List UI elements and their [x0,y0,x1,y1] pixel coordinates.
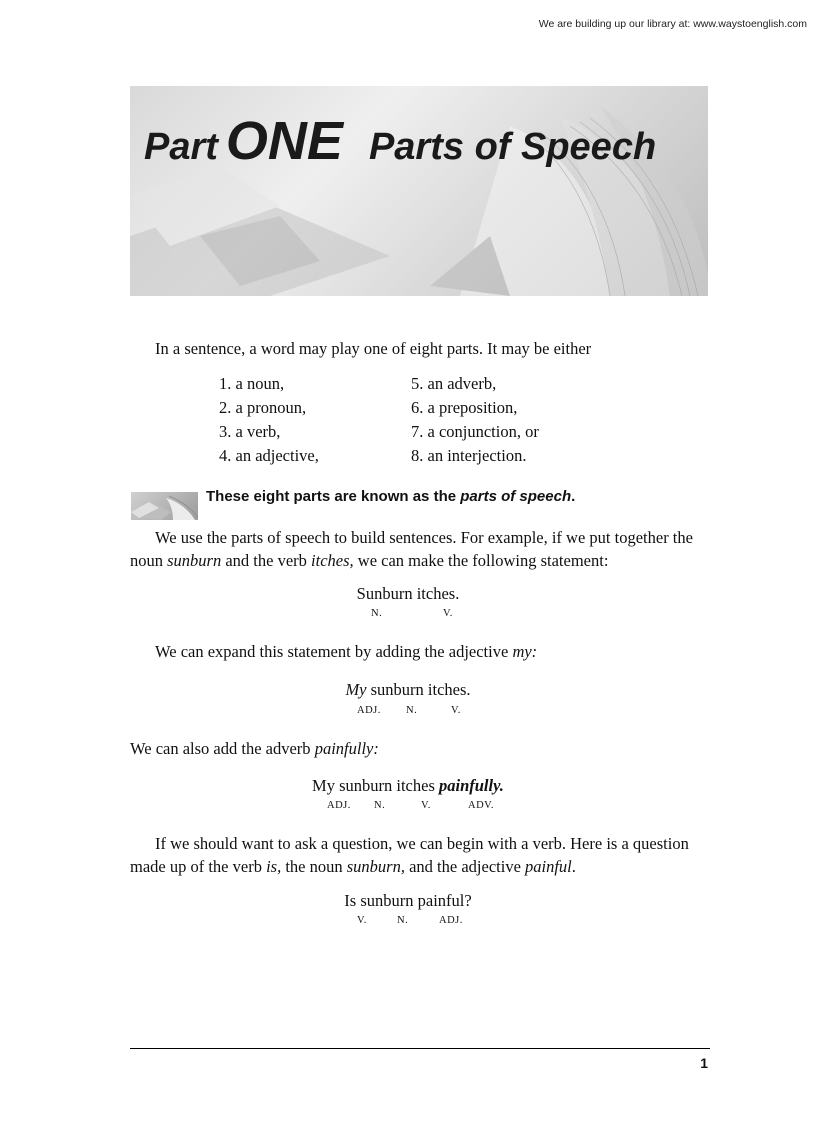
text-run: . [571,857,576,876]
italic-term: sunburn, [346,857,405,876]
list-item: 5. an adverb, [411,374,497,393]
list-item: 8. an interjection. [411,446,527,465]
list-item: 4. an adjective, [219,446,319,465]
text-run: We can also add the adverb [130,739,315,758]
example-sentence-4 [0,891,816,911]
pos-tag: N. [406,705,418,716]
example-text: Is sunburn painful? [344,891,472,910]
list-item: 7. a conjunction, or [411,422,539,441]
italic-term: sunburn [167,551,222,570]
paragraph-question [130,832,710,878]
banner-title [144,110,656,172]
example-text: My sunburn itches [312,776,439,795]
list-item: 2. a pronoun, [219,398,307,417]
example-text: Sunburn itches. [356,584,460,603]
text-run: we can make the following statement: [353,551,609,570]
pos-tag: ADJ. [357,705,381,716]
text-run: We use the parts of speech to build sentences. For example, if we put together the noun [130,528,693,570]
pos-tag: ADJ. [327,800,351,811]
callout-statement [206,488,575,505]
banner-part-number: ONE [225,111,343,171]
paragraph-build-sentences [130,526,710,572]
parts-list-column-1 [219,372,319,468]
callout-end: . [571,488,576,505]
italic-term: my: [512,642,538,661]
text-run: and the adjective [404,857,526,876]
list-item: 6. a preposition, [411,398,518,417]
callout-emphasis: parts of speech [460,488,572,505]
italic-term: painful [525,857,572,876]
example-emphasis: painfully. [439,776,504,795]
text-run: the noun [281,857,347,876]
example-emphasis: My [345,680,367,699]
pos-tag: N. [371,608,383,619]
callout-text: These eight parts are known as the [206,488,461,505]
pos-tag: V. [421,800,431,811]
example-sentence-1 [0,584,816,604]
pos-tag: ADV. [468,800,495,811]
footer-rule [130,1048,710,1049]
italic-term: itches, [311,551,354,570]
pos-tag: V. [443,608,453,619]
pos-tag: V. [451,705,461,716]
pos-tag: ADJ. [439,915,463,926]
paragraph-add-adjective [130,640,710,663]
example-sentence-3 [0,776,816,796]
banner-subtitle: Parts of Speech [368,126,657,168]
pos-tag: V. [357,915,367,926]
list-item: 1. a noun, [219,374,285,393]
example-sentence-2 [0,680,816,700]
library-note: We are building up our library at: www.waystoenglish.com [538,18,807,30]
text-run: and the verb [221,551,312,570]
parts-list-column-2 [411,372,539,468]
text-run: If we should want to ask a question, we can begin with a verb. Here is a question made up of the verb [130,834,689,876]
italic-term: is, [266,857,282,876]
pos-tag: N. [374,800,386,811]
pos-tag: N. [397,915,409,926]
book-thumbnail-icon [131,492,198,520]
example-text: sunburn itches. [366,680,471,699]
paragraph-add-adverb [130,737,710,760]
italic-term: painfully: [314,739,379,758]
list-item: 3. a verb, [219,422,281,441]
page-number: 1 [700,1055,708,1071]
banner-part-label: Part [144,126,218,168]
intro-paragraph: In a sentence, a word may play one of eight parts. It may be either [155,339,592,358]
text-run: We can expand this statement by adding the adjective [155,642,513,661]
part-banner [130,86,708,296]
